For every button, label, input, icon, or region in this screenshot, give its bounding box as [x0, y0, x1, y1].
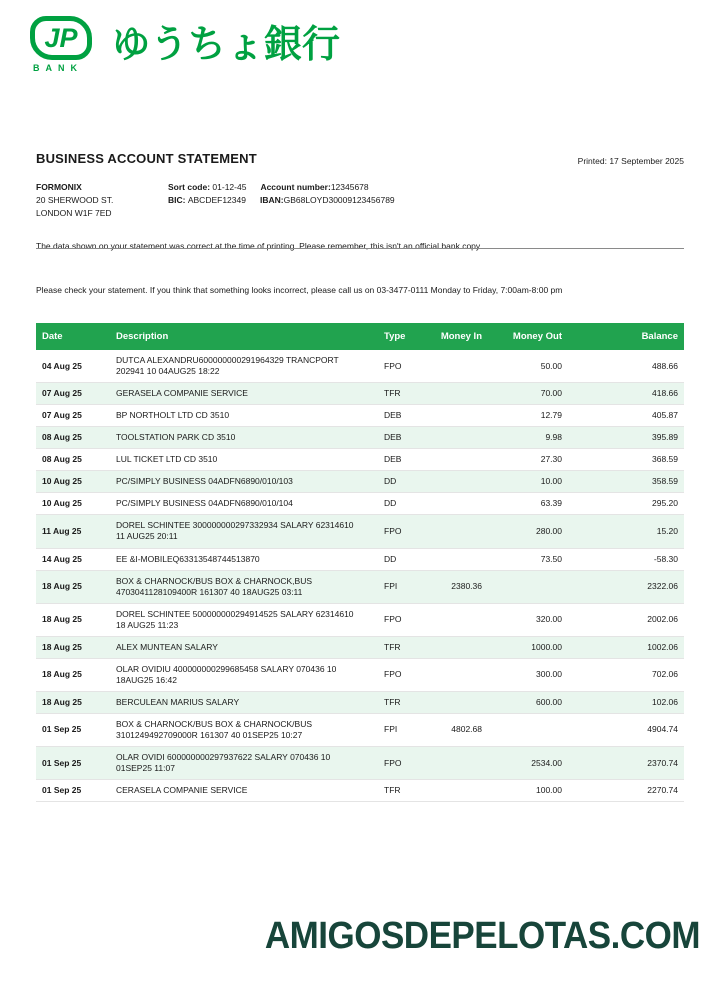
cell-type: DD — [384, 498, 397, 509]
cell-type: TFR — [384, 388, 401, 399]
cell-type: FPI — [384, 724, 398, 735]
cell-balance: 395.89 — [652, 432, 678, 443]
cell-money_in — [422, 780, 488, 802]
jp-logo-mark — [30, 16, 92, 60]
cell-description: CERASELA COMPANIE SERVICE — [116, 785, 248, 796]
cell-type: FPO — [384, 757, 402, 768]
table-row — [36, 350, 684, 383]
table-row — [36, 691, 684, 713]
cell-type: FPO — [384, 614, 402, 625]
table-row — [36, 570, 684, 603]
cell-date: 18 Aug 25 — [42, 641, 82, 652]
cell-date: 01 Sep 25 — [42, 757, 82, 768]
bank-name-japanese: ゆうちょ銀行 — [112, 23, 341, 66]
cell-money_out: 10.00 — [540, 476, 562, 487]
cell-date: 07 Aug 25 — [42, 410, 82, 421]
cell-balance: 488.66 — [652, 360, 678, 371]
cell-balance: 2002.06 — [647, 614, 678, 625]
cell-type: DEB — [384, 454, 402, 465]
table-row — [36, 603, 684, 636]
cell-balance: 295.20 — [652, 498, 678, 509]
cell-money_in — [422, 449, 488, 471]
account-details-block — [168, 181, 684, 219]
cell-money_in: 2380.36 — [451, 581, 482, 592]
cell-balance: 2370.74 — [647, 757, 678, 768]
cell-description: GERASELA COMPANIE SERVICE — [116, 388, 248, 399]
cell-date: 11 Aug 25 — [42, 525, 82, 536]
statement-title: BUSINESS ACCOUNT STATEMENT — [36, 151, 257, 166]
brand-header — [0, 0, 720, 73]
cell-description: DUTCA ALEXANDRU600000000291964329 TRANCPORT 202941 10 04AUG25 18:22 — [116, 355, 339, 377]
cell-money_out — [488, 570, 568, 603]
cell-money_in — [422, 515, 488, 548]
sort-code-label: Sort code: — [168, 182, 213, 192]
cell-description: BOX & CHARNOCK/BUS BOX & CHARNOCK/BUS 3101249492709000R 161307 40 01SEP25 10:27 — [116, 718, 313, 740]
cell-description: PC/SIMPLY BUSINESS 04ADFN6890/010/103 — [116, 476, 293, 487]
cell-date: 01 Sep 25 — [42, 724, 82, 735]
cell-money_out — [488, 713, 568, 746]
cell-balance: 2270.74 — [647, 785, 678, 796]
cell-description: DOREL SCHINTEE 300000000297332934 SALARY 62314610 11 AUG25 20:11 — [116, 520, 354, 542]
cell-money_in — [422, 350, 488, 383]
cell-balance: 418.66 — [652, 388, 678, 399]
table-row — [36, 405, 684, 427]
cell-date: 10 Aug 25 — [42, 476, 82, 487]
cell-money_out: 100.00 — [536, 785, 562, 796]
table-header-row — [36, 323, 684, 350]
cell-money_out: 50.00 — [540, 360, 562, 371]
iban-label: IBAN: — [259, 194, 284, 205]
cell-type: FPO — [384, 360, 402, 371]
watermark-text: AMIGOSDEPELOTAS.COM — [264, 914, 700, 957]
table-row — [36, 493, 684, 515]
bic-iban-line — [168, 194, 684, 207]
table-row — [36, 471, 684, 493]
cell-type: DD — [384, 476, 397, 487]
contact-notice: Please check your statement. If you think that something looks incorrect, please call us on 03-3477-0111 Monday to Friday, 7:00am-8:00 pm — [36, 285, 563, 296]
account-holder-block — [36, 181, 168, 219]
cell-date: 18 Aug 25 — [42, 581, 82, 592]
cell-type: TFR — [384, 696, 401, 707]
account-info — [36, 181, 684, 219]
cell-money_out: 2534.00 — [531, 757, 562, 768]
cell-type: DEB — [384, 410, 402, 421]
cell-money_out: 27.30 — [540, 454, 562, 465]
cell-money_in — [422, 636, 488, 658]
account-number-value: 12345678 — [330, 182, 369, 192]
cell-money_in — [422, 471, 488, 493]
column-header-money_in: Money In — [422, 323, 488, 350]
sort-code-value: 01-12-45 — [212, 182, 247, 192]
cell-money_in — [422, 383, 488, 405]
cell-balance: 2322.06 — [647, 581, 678, 592]
cell-description: TOOLSTATION PARK CD 3510 — [116, 432, 236, 443]
cell-type: TFR — [384, 641, 401, 652]
cell-money_in — [422, 427, 488, 449]
cell-money_in — [422, 548, 488, 570]
cell-description: EE &I-MOBILEQ63313548744513870 — [116, 553, 260, 564]
cell-balance: -58.30 — [653, 553, 678, 564]
cell-balance: 368.59 — [652, 454, 678, 465]
cell-date: 08 Aug 25 — [42, 454, 82, 465]
cell-money_out: 320.00 — [536, 614, 562, 625]
cell-type: FPO — [384, 525, 402, 536]
bic-label: BIC: — [168, 194, 188, 205]
table-row — [36, 515, 684, 548]
cell-description: BOX & CHARNOCK/BUS BOX & CHARNOCK,BUS 4703041128109400R 161307 40 18AUG25 03:11 — [116, 575, 313, 597]
cell-money_out: 1000.00 — [531, 641, 562, 652]
cell-balance: 102.06 — [652, 696, 678, 707]
cell-money_out: 73.50 — [540, 553, 562, 564]
cell-description: OLAR OVIDI 600000000297937622 SALARY 070436 10 01SEP25 11:07 — [116, 752, 331, 774]
cell-date: 18 Aug 25 — [42, 614, 82, 625]
table-row — [36, 747, 684, 780]
table-row — [36, 427, 684, 449]
cell-money_in — [422, 493, 488, 515]
table-row — [36, 780, 684, 802]
cell-date: 07 Aug 25 — [42, 388, 82, 399]
cell-description: LUL TICKET LTD CD 3510 — [116, 454, 218, 465]
table-row — [36, 548, 684, 570]
bic-value: ABCDEF12349 — [187, 194, 246, 205]
sort-code-account-line — [168, 181, 684, 194]
address-line-2: LONDON W1F 7ED — [36, 207, 112, 218]
cell-balance: 1002.06 — [647, 641, 678, 652]
address-line-1: 20 SHERWOOD ST. — [36, 194, 114, 205]
cell-money_out: 70.00 — [540, 388, 562, 399]
account-number-label: Account number: — [260, 182, 331, 192]
cell-balance: 4904.74 — [647, 724, 678, 735]
cell-date: 18 Aug 25 — [42, 696, 82, 707]
column-header-date: Date — [36, 323, 110, 350]
cell-balance: 405.87 — [652, 410, 678, 421]
table-row — [36, 449, 684, 471]
column-header-description: Description — [110, 323, 378, 350]
table-row — [36, 383, 684, 405]
column-header-balance: Balance — [568, 323, 684, 350]
cell-type: DEB — [384, 432, 402, 443]
cell-description: ALEX MUNTEAN SALARY — [116, 641, 218, 652]
account-holder-name: FORMONIX — [36, 182, 82, 192]
cell-description: DOREL SCHINTEE 500000000294914525 SALARY 62314610 18 AUG25 11:23 — [116, 608, 354, 630]
column-header-type: Type — [378, 323, 422, 350]
iban-value: GB68LOYD30009123456789 — [283, 194, 395, 205]
cell-money_out: 9.98 — [545, 432, 562, 443]
printed-date: Printed: 17 September 2025 — [577, 156, 684, 166]
statement-body — [0, 151, 720, 802]
cell-money_in: 4802.68 — [451, 724, 482, 735]
cell-type: DD — [384, 553, 397, 564]
cell-money_in — [422, 691, 488, 713]
title-row — [36, 151, 684, 166]
cell-money_in — [422, 405, 488, 427]
jp-bank-logo — [30, 16, 92, 73]
cell-money_out: 63.39 — [540, 498, 562, 509]
table-row — [36, 713, 684, 746]
cell-date: 18 Aug 25 — [42, 669, 82, 680]
cell-date: 01 Sep 25 — [42, 785, 82, 796]
cell-money_out: 280.00 — [536, 525, 562, 536]
cell-date: 14 Aug 25 — [42, 553, 82, 564]
cell-description: BERCULEAN MARIUS SALARY — [116, 696, 240, 707]
cell-money_out: 600.00 — [536, 696, 562, 707]
table-row — [36, 658, 684, 691]
disclaimer-text: The data shown on your statement was correct at the time of printing. Please remember, this isn't an official bank copy. — [36, 241, 684, 253]
cell-type: FPI — [384, 581, 398, 592]
cell-description: OLAR OVIDIU 400000000299685458 SALARY 070436 10 18AUG25 16:42 — [116, 663, 337, 685]
cell-balance: 358.59 — [652, 476, 678, 487]
cell-money_out: 12.79 — [540, 410, 562, 421]
jp-logo-bank-label: BANK — [33, 63, 83, 73]
cell-date: 10 Aug 25 — [42, 498, 82, 509]
cell-description: BP NORTHOLT LTD CD 3510 — [116, 410, 230, 421]
cell-description: PC/SIMPLY BUSINESS 04ADFN6890/010/104 — [116, 498, 293, 509]
cell-balance: 702.06 — [652, 669, 678, 680]
cell-date: 08 Aug 25 — [42, 432, 82, 443]
table-body — [36, 350, 684, 802]
transactions-table — [36, 323, 684, 802]
jp-logo-letters: JP — [44, 22, 78, 53]
cell-money_out: 300.00 — [536, 669, 562, 680]
cell-balance: 15.20 — [656, 525, 678, 536]
cell-type: FPO — [384, 669, 402, 680]
cell-type: TFR — [384, 785, 401, 796]
cell-date: 04 Aug 25 — [42, 360, 82, 371]
cell-money_in — [422, 603, 488, 636]
table-row — [36, 636, 684, 658]
cell-money_in — [422, 747, 488, 780]
column-header-money_out: Money Out — [488, 323, 568, 350]
cell-money_in — [422, 658, 488, 691]
